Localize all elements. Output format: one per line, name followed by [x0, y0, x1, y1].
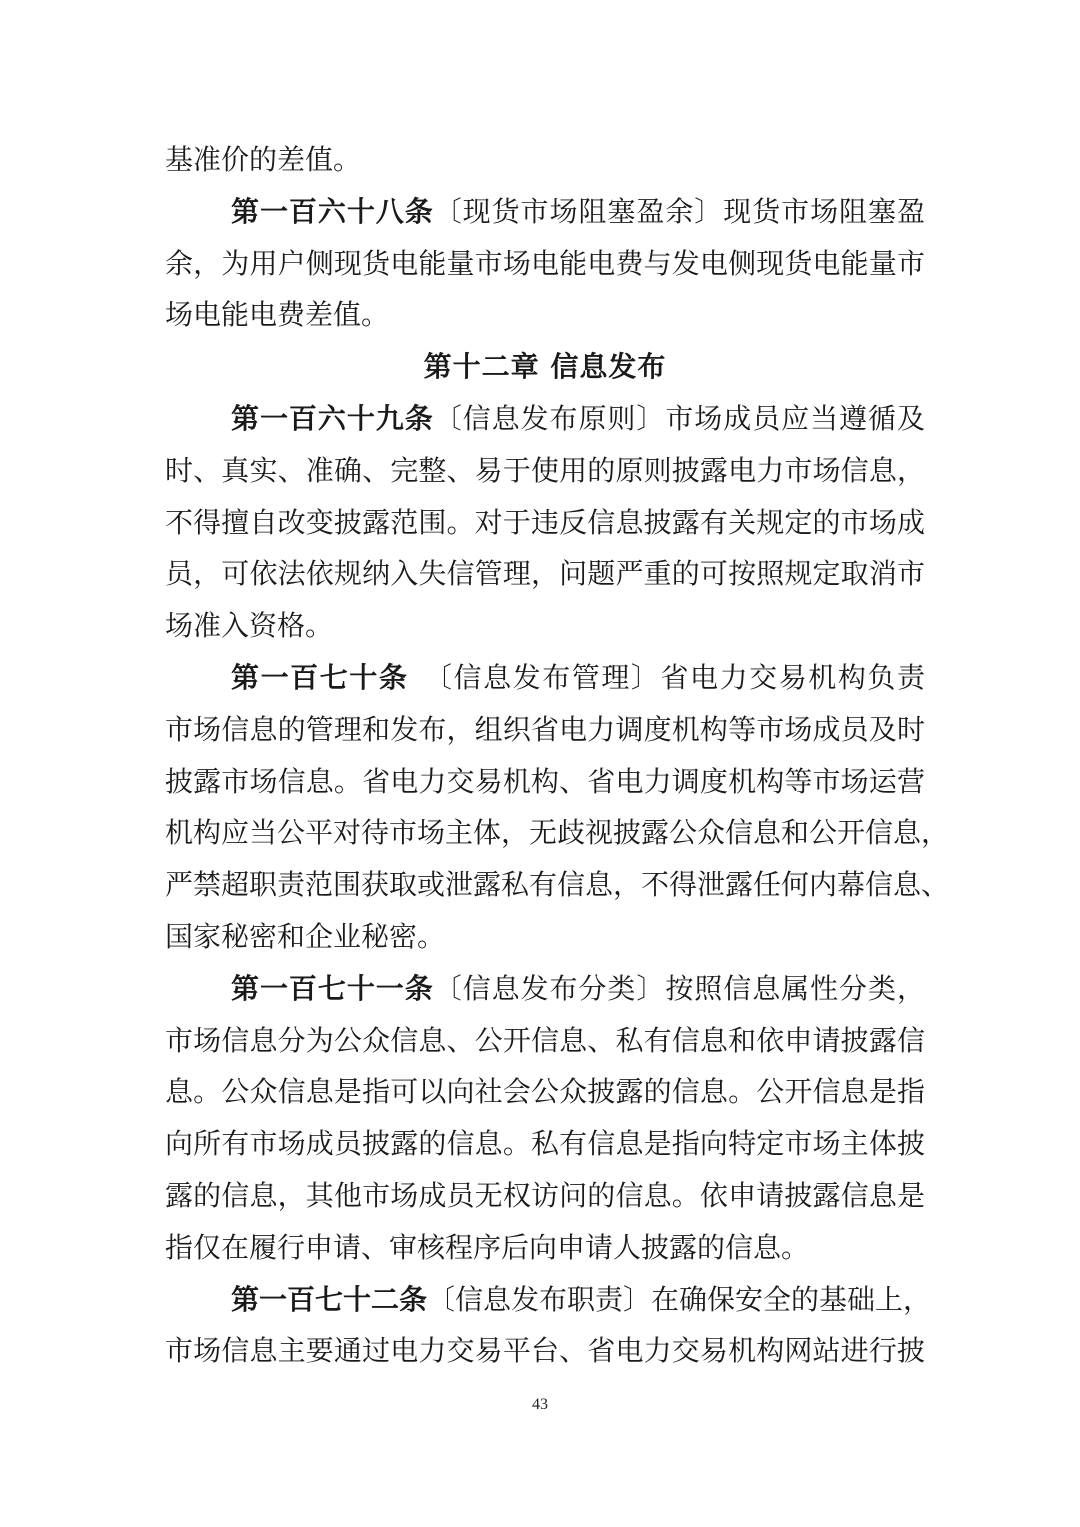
text-line: 时、真实、准确、完整、易于使用的原则披露电力市场信息，: [165, 453, 925, 487]
text-line: 国家秘密和企业秘密。: [165, 919, 446, 953]
article-first-line: [165, 1274, 932, 1326]
article-text: 〔信息发布管理〕省电力交易机构负责: [408, 660, 925, 694]
article-title: 第一百七十一条: [231, 971, 434, 1005]
text-line: 场准入资格。: [165, 609, 334, 643]
article-text: 〔信息发布职责〕在确保安全的基础上，: [427, 1282, 932, 1316]
article-text: 〔信息发布原则〕市场成员应当遵循及: [433, 401, 925, 435]
text-line: 向所有市场成员披露的信息。私有信息是指向特定市场主体披: [165, 1127, 925, 1161]
text-line: 息。公众信息是指可以向社会公众披露的信息。公开信息是指: [165, 1075, 925, 1109]
article-title: 第一百六十九条: [231, 401, 434, 435]
text-line: 不得擅自改变披露范围。对于违反信息披露有关规定的市场成: [165, 505, 925, 539]
article-first-line: [165, 186, 925, 238]
text-line: 基准价的差值。: [165, 143, 362, 176]
article-first-line: [165, 963, 925, 1015]
chapter-heading: 第十二章 信息发布: [423, 350, 667, 384]
article-first-line: [165, 393, 925, 445]
text-line: 机构应当公平对待市场主体，无歧视披露公众信息和公开信息，: [165, 816, 950, 850]
body-text: [165, 134, 950, 1377]
text-line: 披露市场信息。省电力交易机构、省电力调度机构等市场运营: [165, 764, 925, 798]
page-number: 43: [532, 1396, 548, 1413]
text-line: 严禁超职责范围获取或泄露私有信息，不得泄露任何内幕信息、: [165, 868, 950, 902]
text-line: 市场信息主要通过电力交易平台、省电力交易机构网站进行披: [165, 1334, 925, 1368]
text-line: 市场信息的管理和发布，组织省电力调度机构等市场成员及时: [165, 712, 925, 746]
text-line: 指仅在履行申请、审核程序后向申请人披露的信息。: [165, 1230, 810, 1264]
text-line: 员，可依法依规纳入失信管理，问题严重的可按照规定取消市: [165, 557, 925, 591]
article-text: 〔现货市场阻塞盈余〕现货市场阻塞盈: [433, 194, 925, 228]
text-line: 余，为用户侧现货电能量市场电能电费与发电侧现货电能量市: [165, 246, 925, 280]
article-title: 第一百六十八条: [231, 194, 434, 228]
text-line: 露的信息，其他市场成员无权访问的信息。依申请披露信息是: [165, 1178, 925, 1212]
article-title: 第一百七十条: [231, 660, 409, 694]
text-line: 场电能电费差值。: [165, 298, 390, 332]
article-first-line: [165, 652, 925, 704]
text-line: 市场信息分为公众信息、公开信息、私有信息和依申请披露信: [165, 1023, 925, 1057]
article-text: 〔信息发布分类〕按照信息属性分类，: [433, 971, 925, 1005]
article-title: 第一百七十二条: [231, 1282, 428, 1316]
